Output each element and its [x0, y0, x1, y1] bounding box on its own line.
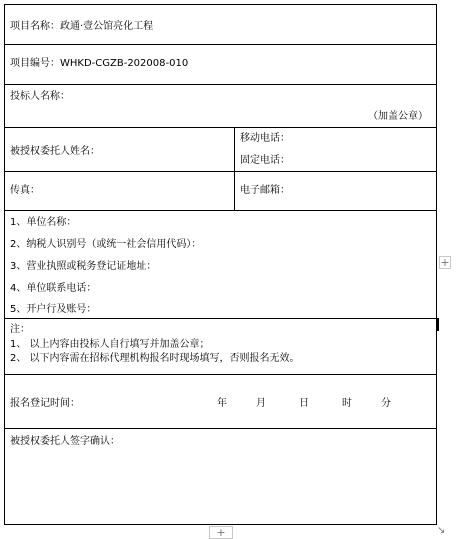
notes-title: 注： — [10, 324, 30, 335]
add-row-handle[interactable]: + — [209, 526, 233, 539]
year-unit: 年 — [217, 398, 227, 409]
row-end-marker — [436, 318, 439, 331]
minute-unit: 分 — [381, 398, 391, 409]
row-divider — [4, 428, 437, 429]
add-column-handle[interactable]: + — [440, 256, 450, 269]
row-divider — [4, 44, 437, 45]
row-divider — [4, 374, 437, 375]
mobile-phone-field: 移动电话： — [240, 133, 290, 144]
delegate-name-field: 被授权委托人姓名： — [10, 146, 100, 157]
month-unit: 月 — [256, 398, 266, 409]
table-border-left — [4, 4, 5, 525]
day-unit: 日 — [299, 398, 309, 409]
note-line: 1、 以上内容由投标人自行填写并加盖公章； — [10, 339, 210, 350]
column-divider — [234, 127, 235, 211]
project-number-field: 项目编号：WHKD-CGZB-202008-010 — [10, 58, 189, 69]
info-item-company-name: 1、单位名称： — [10, 217, 77, 228]
row-divider — [4, 171, 437, 172]
table-border-top — [4, 4, 437, 5]
table-border-right — [436, 4, 437, 525]
row-divider — [4, 127, 437, 128]
info-item-phone: 4、单位联系电话： — [10, 283, 97, 294]
note-line: 2、 以下内容需在招标代理机构报名时现场填写，否则报名无效。 — [10, 353, 300, 364]
row-divider — [4, 210, 437, 211]
project-name-field: 项目名称：政通·壹公馆亮化工程 — [10, 21, 154, 32]
stamp-note: （加盖公章） — [368, 111, 428, 122]
registration-time-label: 报名登记时间： — [10, 398, 80, 409]
info-item-address: 3、营业执照或税务登记证地址： — [10, 261, 157, 272]
fax-field: 传真： — [10, 185, 40, 196]
hour-unit: 时 — [342, 398, 352, 409]
bidder-name-field: 投标人名称： — [10, 91, 70, 102]
info-item-tax-id: 2、纳税人识别号（或统一社会信用代码）： — [10, 239, 202, 250]
row-divider — [4, 84, 437, 85]
signature-label: 被授权委托人签字确认： — [10, 436, 120, 447]
email-field: 电子邮箱： — [240, 185, 290, 196]
info-item-bank-account: 5、开户行及账号： — [10, 304, 97, 315]
row-divider — [4, 318, 437, 319]
table-border-bottom — [4, 524, 437, 525]
landline-phone-field: 固定电话： — [240, 155, 290, 166]
table-resize-handle[interactable]: ↘ — [437, 525, 446, 536]
